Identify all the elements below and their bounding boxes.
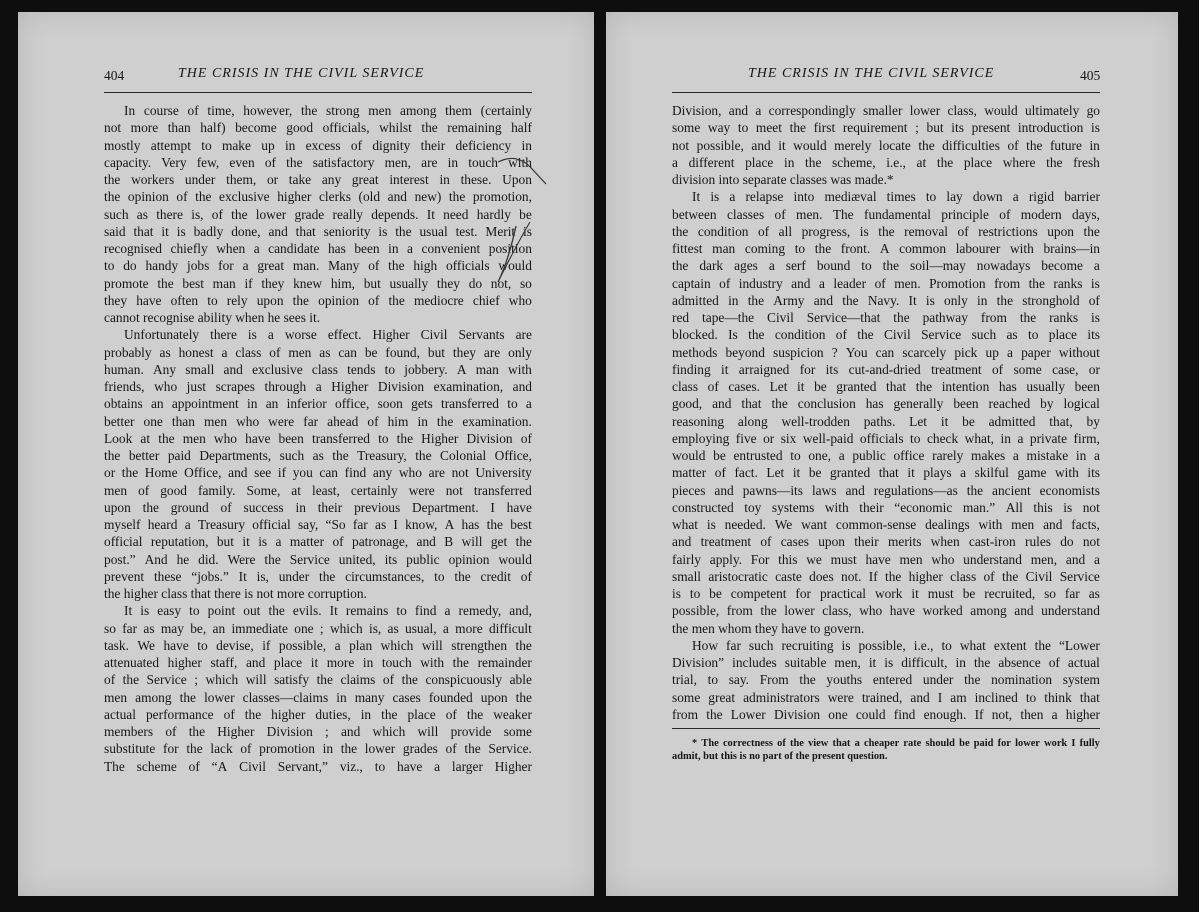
text-line: the workers under them, or take any great interest in these. Upon xyxy=(104,172,532,187)
text-line: to do handy jobs for a great man. Many of the high officials would xyxy=(104,258,532,274)
text-line: matter of fact. Let it be granted that it plays a skilful game with its xyxy=(672,465,1100,481)
text-line: finding it arraigned for its cut-and-dried treatment of some case, or xyxy=(672,361,1100,377)
text-line: mostly attempt to make up in excess of dignity their deficiency in xyxy=(104,137,532,153)
text-line: myself heard a Treasury official say, “So far as I know, A has the best xyxy=(104,517,532,532)
text-line: Division, and a correspondingly smaller lower class, would ultimately go xyxy=(672,103,1100,118)
text-line: not more than half) become good officials, whilst the remaining half xyxy=(104,120,532,136)
text-line: Unfortunately there is a worse effect. Higher Civil Servants are xyxy=(124,327,532,343)
text-line: It is a relapse into mediæval times to lay down a rigid barrier xyxy=(692,189,1100,205)
header-rule xyxy=(672,92,1100,93)
text-line: and treatment of cases upon their merits when cast-iron rules do not xyxy=(672,534,1100,550)
text-line: The scheme of “A Civil Servant,” viz., to have a larger Higher xyxy=(104,758,532,774)
text-line: the dark ages a serf bound to the soil—may nowadays become a xyxy=(672,258,1100,274)
text-line: possible, from the lower class, who have worked among and understand xyxy=(672,603,1100,619)
text-line: prevent these “jobs.” It is, under the circumstances, to the credit of xyxy=(104,568,532,584)
text-line: the opinion of the exclusive higher clerks (old and new) the promotion, xyxy=(104,189,532,205)
text-line: admit, but this is no part of the present question. xyxy=(672,751,888,762)
pencil-annotation-icon xyxy=(458,122,548,292)
text-line: of the Service ; which will satisfy the claims of the conspicuously able xyxy=(104,672,532,688)
text-line: trial, to say. From the youths entered under the nomination system xyxy=(672,672,1100,688)
text-line: fairly apply. For this we must have men who understand men, and a xyxy=(672,551,1100,567)
text-line: not possible, and it would merely locate the difficulties of the future in xyxy=(672,137,1100,153)
text-line: division into separate classes was made.* xyxy=(672,172,894,187)
text-line: men of good family. Some, at least, certainly were not transferred xyxy=(104,482,532,498)
text-line: employing five or six well-paid officials to check what, in a private firm, xyxy=(672,430,1100,446)
text-line: pieces and pawns—its laws and regulations—as the ancient economists xyxy=(672,482,1100,498)
text-line: admitted in the Army and the Navy. It is only in the stronghold of xyxy=(672,292,1100,308)
text-line: some great administrators were trained, and I am inclined to think that xyxy=(672,689,1100,705)
text-line: is to be competent for practical work it must be recruited, so far as xyxy=(672,586,1100,601)
text-line: captain of industry and a leader of men. Promotion from the ranks is xyxy=(672,275,1100,291)
footnote-rule xyxy=(672,728,1100,729)
text-line: upon the ground of success in their previous Department. I have xyxy=(104,499,532,515)
text-line: promote the best man if they knew him, but usually they do not, so xyxy=(104,275,532,291)
text-line: cannot recognise ability when he sees it. xyxy=(104,310,321,325)
text-line: they have often to rely upon the opinion of the mediocre chief who xyxy=(104,292,532,308)
text-line: so far as may be, an immediate one ; which is, as usual, a more difficult xyxy=(104,620,532,636)
text-line: such as there is, of the lower grade really depends. It need hardly be xyxy=(104,206,532,222)
text-line: better one than men who were far ahead of him in the examination. xyxy=(104,413,532,429)
header-rule xyxy=(104,92,532,93)
text-line: * The correctness of the view that a cheaper rate should be paid for lower work I fully xyxy=(692,738,1100,749)
text-line: men among the lower classes—claims in many cases founded upon the xyxy=(104,689,532,705)
body-text xyxy=(672,102,1100,723)
text-line: small aristocratic caste does not. If the higher class of the Civil Service xyxy=(672,568,1100,584)
text-line: In course of time, however, the strong men among them (certainly xyxy=(124,103,532,118)
running-head: THE CRISIS IN THE CIVIL SERVICE xyxy=(748,66,995,81)
text-line: obtains an appointment in an inferior office, soon gets transferred to a xyxy=(104,396,532,412)
text-line: post.” And he did. Were the Service united, its public opinion would xyxy=(104,551,532,567)
text-line: from the Lower Division one could find enough. If not, then a higher xyxy=(672,706,1100,722)
text-line: the condition of all progress, is the removal of restrictions upon the xyxy=(672,223,1100,239)
footnote xyxy=(672,737,1100,763)
text-line: between classes of men. The fundamental principle of modern days, xyxy=(672,206,1100,222)
text-line: capacity. Very few, even of the satisfactory men, are in touch with xyxy=(104,154,532,170)
text-line: said that it is badly done, and that seniority is the usual test. Merit is xyxy=(104,223,532,239)
text-line: the better paid Departments, such as the Treasury, the Colonial Office, xyxy=(104,448,532,463)
text-line: actual performance of the higher duties, in the place of the weaker xyxy=(104,706,532,722)
left-page xyxy=(18,12,594,896)
text-line: task. We have to devise, if possible, a plan which will strengthen the xyxy=(104,637,532,653)
text-line: substitute for the lack of promotion in the lower grades of the Service. xyxy=(104,741,532,757)
right-page xyxy=(606,12,1178,896)
text-line: recognised chiefly when a candidate has been in a convenient position xyxy=(104,241,532,256)
text-line: fittest man coming to the front. A common labourer with brains—in xyxy=(672,241,1100,256)
text-line: Look at the men who have been transferred to the Higher Division of xyxy=(104,430,532,446)
running-head: THE CRISIS IN THE CIVIL SERVICE xyxy=(178,66,425,81)
text-line: the men whom they have to govern. xyxy=(672,620,865,636)
text-line: human. Any small and exclusive class tends to jobbery. A man with xyxy=(104,361,532,377)
text-line: friends, who just scrapes through a Higher Division examination, and xyxy=(104,379,532,394)
text-line: what is needed. We want common-sense dealings with men and facts, xyxy=(672,517,1100,532)
text-line: some way to meet the first requirement ; but its present introduction is xyxy=(672,120,1100,136)
text-line: blocked. Is the condition of the Civil Service such as to place its xyxy=(672,327,1100,343)
text-line: reasoning along well-trodden paths. Let it be admitted that, by xyxy=(672,413,1100,429)
text-line: How far such recruiting is possible, i.e., to what extent the “Lower xyxy=(692,637,1100,653)
text-line: red tape—the Civil Service—that the pathway from the ranks is xyxy=(672,310,1100,325)
text-line: methods beyond suspicion ? You can scarcely pick up a paper without xyxy=(672,344,1100,360)
page-number: 404 xyxy=(104,68,125,83)
page-number: 405 xyxy=(1080,68,1101,83)
text-line: would be entrusted to one, a public office rarely makes a mistake in a xyxy=(672,448,1100,463)
text-line: probably as honest a class of men as can be found, but they are only xyxy=(104,344,532,360)
text-line: Division” includes suitable men, it is difficult, in the absence of actual xyxy=(672,655,1100,670)
text-line: or the Home Office, and see if you can find any who are not University xyxy=(104,465,532,481)
text-line: official reputation, but it is a matter of patronage, and B will get the xyxy=(104,534,532,550)
text-line: a different place in the scheme, i.e., at the place where the fresh xyxy=(672,154,1100,170)
text-line: members of the Higher Division ; and which will provide some xyxy=(104,724,532,739)
text-line: the higher class that there is not more corruption. xyxy=(104,586,367,601)
text-line: attenuated higher staff, and place it more in touch with the remainder xyxy=(104,655,532,670)
text-line: class of cases. Let it be granted that the intention has usually been xyxy=(672,379,1100,394)
text-line: good, and that the conclusion has generally been reached by logical xyxy=(672,396,1100,412)
text-line: It is easy to point out the evils. It remains to find a remedy, and, xyxy=(124,603,532,619)
text-line: constructed toy systems with their “economic man.” All this is not xyxy=(672,499,1100,515)
